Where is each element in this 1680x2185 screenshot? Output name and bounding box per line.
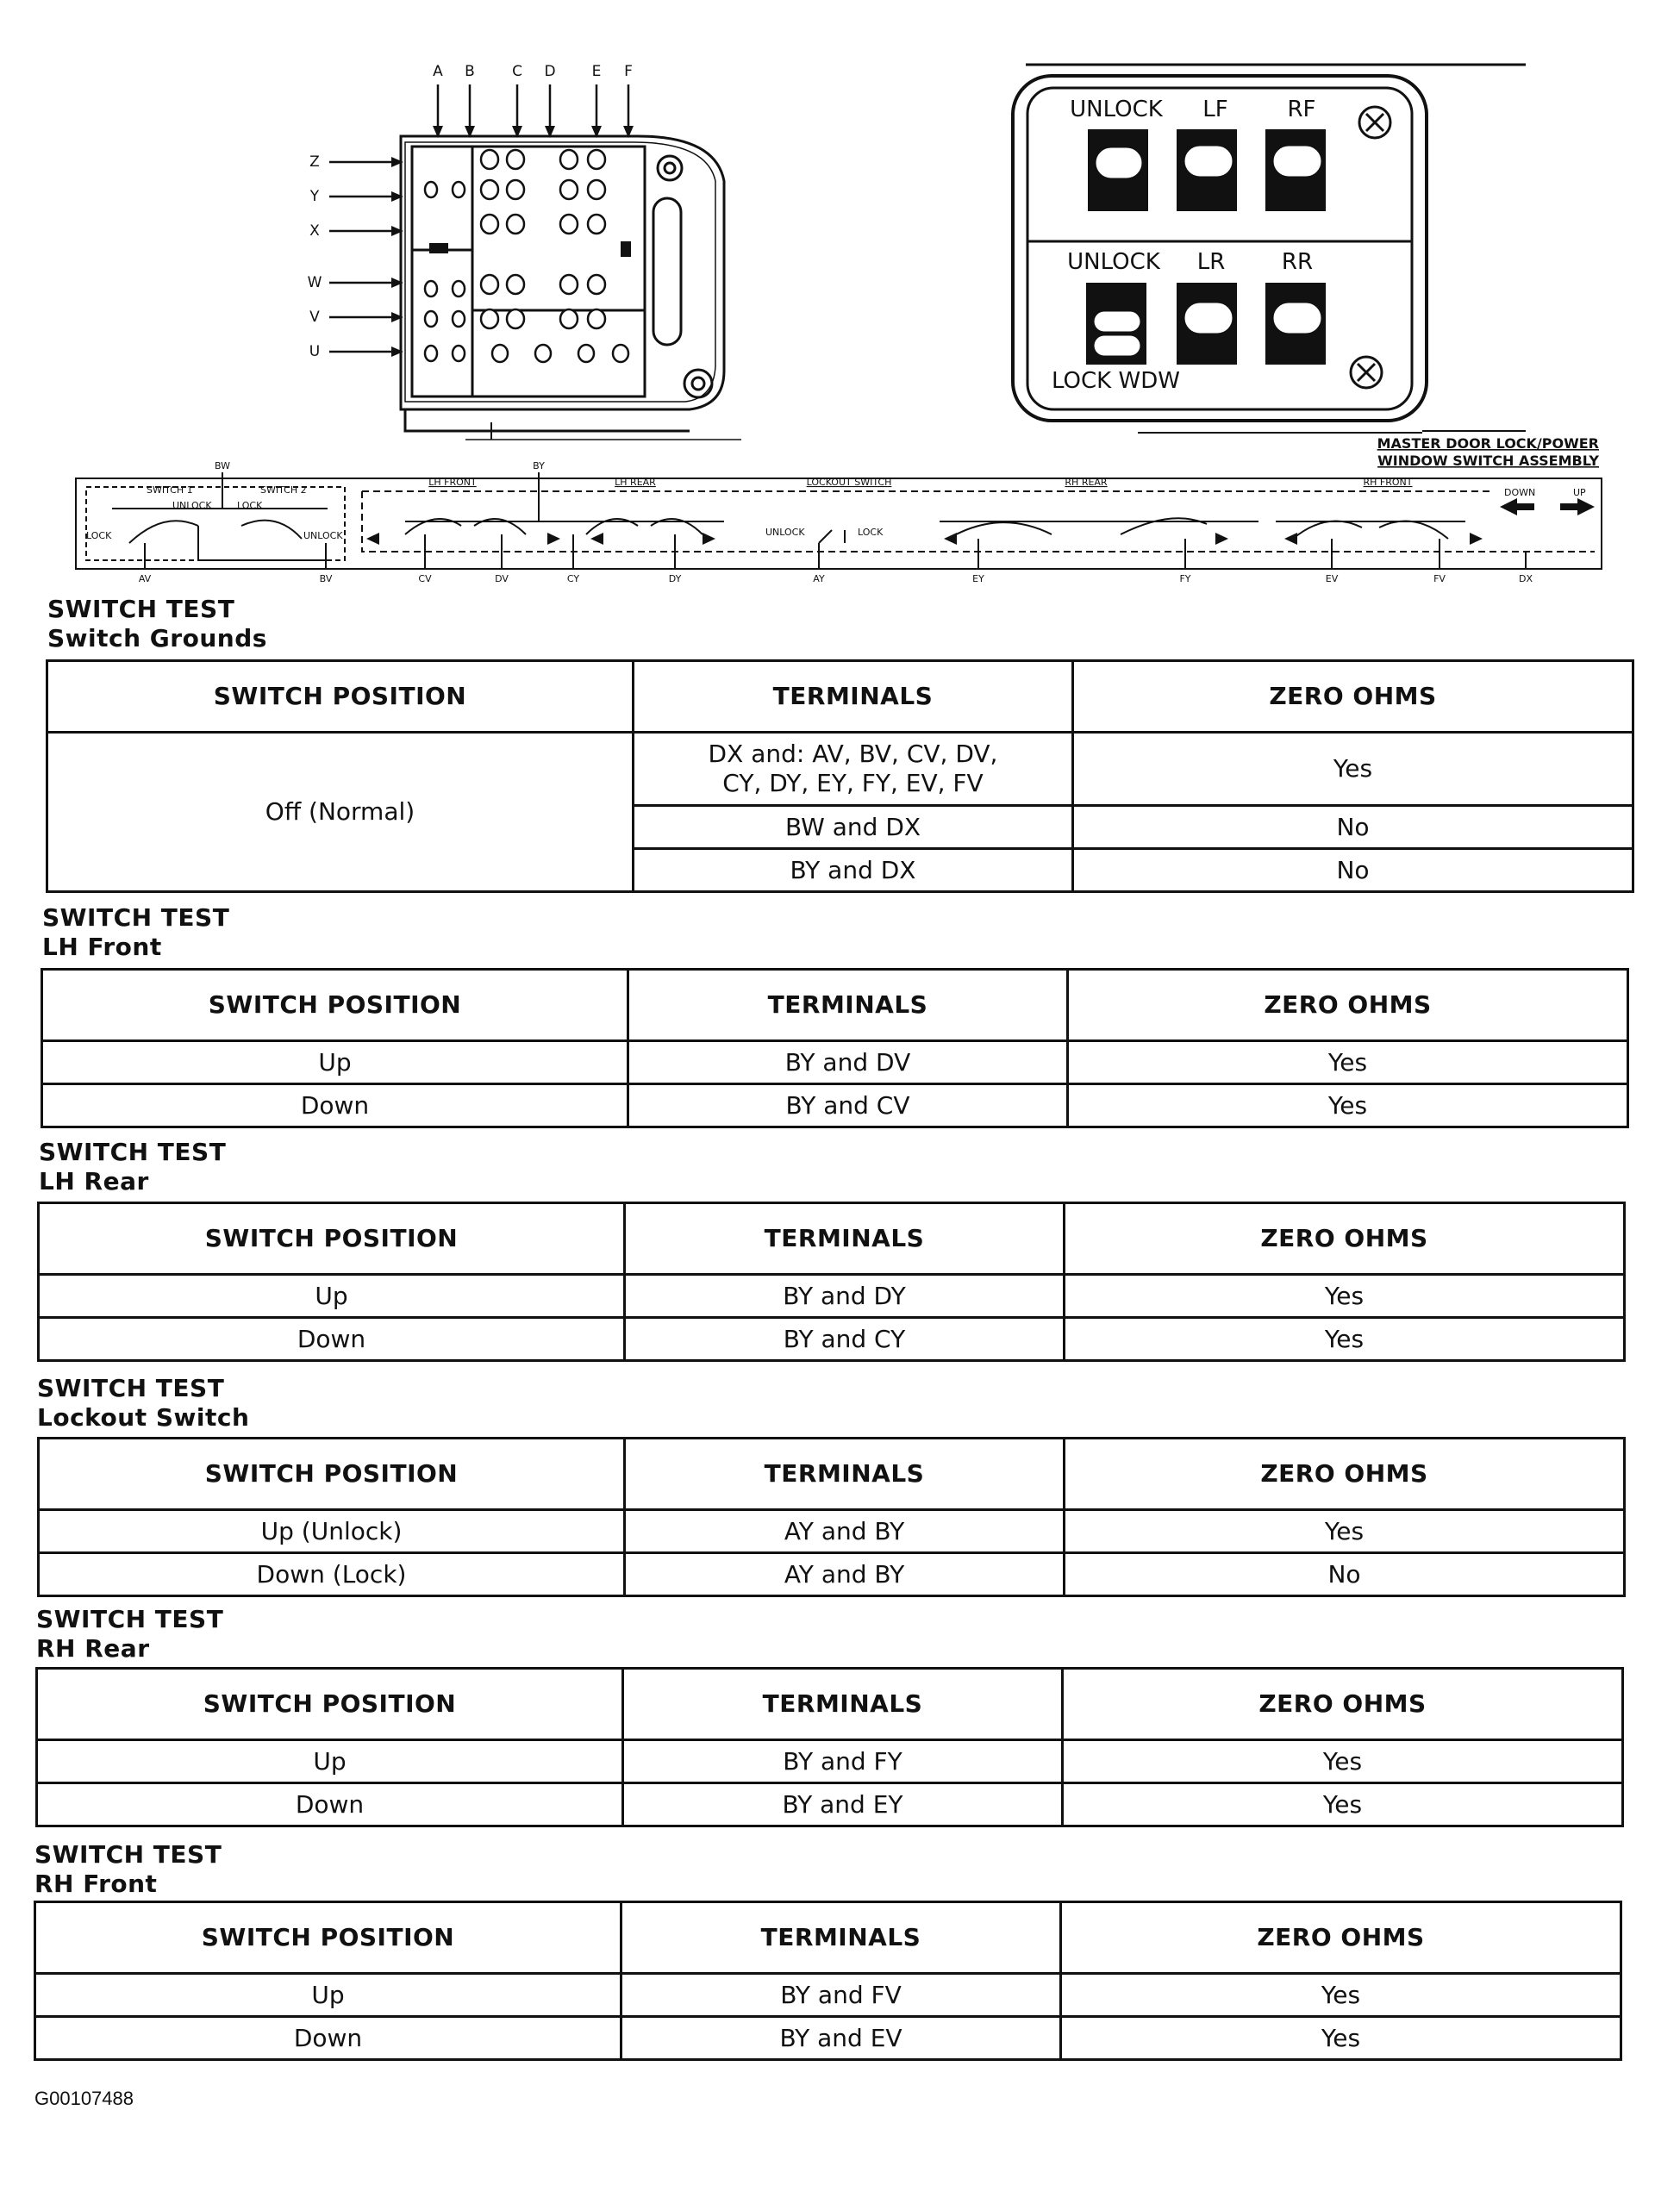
label-bw: BW [214, 460, 231, 471]
cell-terminals: AY and BY [625, 1510, 1065, 1553]
cell-position: Up (Unlock) [39, 1510, 625, 1553]
label-lh-rear: LH REAR [615, 477, 656, 488]
cell-position: Down [42, 1084, 628, 1127]
cell-position: Up [35, 1974, 621, 2017]
cell-terminals-line1: DX and: AV, BV, CV, DV, [708, 740, 998, 768]
header-terminals: TERMINALS [634, 661, 1073, 733]
cell-ohms: Yes [1068, 1041, 1628, 1084]
col-label-f: F [624, 63, 633, 80]
label-rh-front: RH FRONT [1363, 477, 1413, 488]
terminal-dx: DX [1518, 573, 1533, 584]
terminal-fv: FV [1433, 573, 1446, 584]
header-terminals: TERMINALS [625, 1439, 1065, 1510]
cell-position: Down (Lock) [39, 1553, 625, 1596]
cell-terminals: BY and DX [634, 849, 1073, 892]
cell-ohms: Yes [1073, 733, 1633, 806]
cell-position: Down [37, 1783, 623, 1826]
label-lock-lo: LOCK [858, 527, 884, 538]
connector-diagram [293, 60, 741, 457]
section-title: SWITCH TEST [34, 1840, 222, 1869]
section-title-lh-front [42, 903, 229, 962]
col-label-d: D [544, 63, 556, 80]
label-by: BY [533, 460, 545, 471]
terminal-ey: EY [972, 573, 984, 584]
cell-terminals: BW and DX [634, 806, 1073, 849]
terminal-fy: FY [1179, 573, 1191, 584]
cell-ohms: Yes [1068, 1084, 1628, 1127]
label-unlock1: UNLOCK [172, 500, 212, 511]
terminal-cy: CY [566, 573, 580, 584]
row-label-u: U [309, 343, 321, 360]
section-subtitle: Lockout Switch [37, 1403, 250, 1432]
table-lockout-switch [37, 1437, 1626, 1597]
row-label-y: Y [309, 188, 320, 205]
header-terminals: TERMINALS [623, 1669, 1063, 1740]
cell-position: Off (Normal) [47, 733, 634, 892]
cell-terminals: BY and CY [625, 1318, 1065, 1361]
cell-position: Up [37, 1740, 623, 1783]
label-switch1: SWITCH 1 [147, 484, 193, 496]
row-label-x: X [309, 222, 320, 240]
cell-terminals: BY and DV [628, 1041, 1068, 1084]
cell-ohms: Yes [1065, 1510, 1625, 1553]
cell-terminals: BY and CV [628, 1084, 1068, 1127]
cell-terminals: AY and BY [625, 1553, 1065, 1596]
assembly-caption-2: WINDOW SWITCH ASSEMBLY [1377, 453, 1599, 469]
cell-terminals: BY and FY [623, 1740, 1063, 1783]
table-rh-front [34, 1901, 1622, 2061]
header-zero-ohms: ZERO OHMS [1073, 661, 1633, 733]
table-row [39, 1318, 1625, 1361]
table-row [42, 1084, 1628, 1127]
terminal-av: AV [138, 573, 152, 584]
terminal-ev: EV [1325, 573, 1339, 584]
btn-label-lr: LR [1196, 249, 1226, 275]
header-zero-ohms: ZERO OHMS [1065, 1439, 1625, 1510]
header-terminals: TERMINALS [628, 970, 1068, 1041]
rocker-unlock-top [1088, 129, 1148, 211]
section-subtitle: RH Rear [36, 1634, 150, 1663]
terminal-dy: DY [668, 573, 682, 584]
cell-ohms: Yes [1061, 2017, 1621, 2060]
master-switch-panel [1009, 60, 1612, 474]
section-subtitle: RH Front [34, 1870, 158, 1898]
btn-label-unlock-top: UNLOCK [1070, 97, 1163, 122]
cell-ohms: Yes [1063, 1783, 1623, 1826]
section-title-switch-grounds [47, 595, 267, 653]
header-switch-position: SWITCH POSITION [37, 1669, 623, 1740]
section-subtitle: Switch Grounds [47, 624, 267, 652]
label-lh-front: LH FRONT [428, 477, 477, 488]
table-row [37, 1783, 1623, 1826]
terminal-ay: AY [813, 573, 825, 584]
terminal-dv: DV [495, 573, 509, 584]
label-lockout: LOCKOUT SWITCH [806, 477, 892, 488]
figure-code: G00107488 [34, 2088, 134, 2109]
table-lh-front [41, 968, 1629, 1128]
section-subtitle: LH Front [42, 933, 162, 961]
label-down: DOWN [1504, 487, 1536, 498]
label-lock-left: LOCK [86, 530, 112, 541]
header-terminals: TERMINALS [621, 1902, 1061, 1974]
cell-terminals: BY and FV [621, 1974, 1061, 2017]
section-title-lockout-switch [37, 1374, 249, 1433]
cell-terminals: BY and DY [625, 1275, 1065, 1318]
assembly-caption-1: MASTER DOOR LOCK/POWER [1377, 435, 1599, 452]
btn-label-rr: RR [1281, 249, 1314, 275]
cell-position: Down [35, 2017, 621, 2060]
cell-ohms: Yes [1065, 1318, 1625, 1361]
wiring-schematic [69, 457, 1621, 590]
table-switch-grounds [46, 659, 1634, 893]
cell-terminals: BY and EV [621, 2017, 1061, 2060]
table-row [39, 1275, 1625, 1318]
label-rh-rear: RH REAR [1065, 477, 1108, 488]
row-label-z: Z [309, 153, 320, 171]
table-lh-rear [37, 1202, 1626, 1362]
header-switch-position: SWITCH POSITION [35, 1902, 621, 1974]
cell-position: Up [42, 1041, 628, 1084]
table-row [39, 1553, 1625, 1596]
cell-position: Up [39, 1275, 625, 1318]
terminal-bv: BV [319, 573, 333, 584]
btn-label-lf: LF [1202, 97, 1228, 122]
section-subtitle: LH Rear [39, 1167, 149, 1196]
screw-icon [1359, 107, 1390, 138]
terminal-cv: CV [418, 573, 432, 584]
section-title-rh-rear [36, 1605, 223, 1664]
header-zero-ohms: ZERO OHMS [1063, 1669, 1623, 1740]
cell-ohms: Yes [1065, 1275, 1625, 1318]
pin-row-y [425, 180, 605, 199]
header-switch-position: SWITCH POSITION [39, 1203, 625, 1275]
cell-ohms: Yes [1063, 1740, 1623, 1783]
table-rh-rear [35, 1667, 1624, 1827]
cell-ohms: No [1073, 806, 1633, 849]
col-label-c: C [512, 63, 522, 80]
cell-terminals-line2: CY, DY, EY, FY, EV, FV [722, 769, 984, 797]
cell-position: Down [39, 1318, 625, 1361]
cell-terminals [634, 733, 1073, 806]
label-switch2: SWITCH 2 [260, 484, 307, 496]
rocker-rr [1265, 283, 1326, 365]
col-label-e: E [591, 63, 602, 80]
col-label-b: B [465, 63, 475, 80]
cell-terminals: BY and EY [623, 1783, 1063, 1826]
rocker-lf [1177, 129, 1237, 211]
header-terminals: TERMINALS [625, 1203, 1065, 1275]
table-row [47, 733, 1633, 806]
table-row [35, 1974, 1621, 2017]
cell-ohms: Yes [1061, 1974, 1621, 2017]
rocker-lr [1177, 283, 1237, 365]
header-zero-ohms: ZERO OHMS [1061, 1902, 1621, 1974]
table-row [39, 1510, 1625, 1553]
row-label-v: V [309, 309, 320, 326]
rocker-unlock-bottom [1086, 283, 1146, 365]
table-row [37, 1740, 1623, 1783]
section-title: SWITCH TEST [39, 1138, 227, 1166]
header-switch-position: SWITCH POSITION [42, 970, 628, 1041]
table-row [42, 1041, 1628, 1084]
cell-ohms: No [1065, 1553, 1625, 1596]
section-title: SWITCH TEST [42, 903, 230, 932]
section-title: SWITCH TEST [37, 1374, 225, 1402]
header-switch-position: SWITCH POSITION [47, 661, 634, 733]
section-title-lh-rear [39, 1138, 226, 1196]
lock-wdw-label: LOCK WDW [1052, 368, 1180, 394]
rocker-rf [1265, 129, 1326, 211]
table-row [35, 2017, 1621, 2060]
label-lock1: LOCK [237, 500, 263, 511]
section-title-rh-front [34, 1840, 222, 1899]
section-title: SWITCH TEST [36, 1605, 224, 1633]
header-zero-ohms: ZERO OHMS [1065, 1203, 1625, 1275]
label-unlock-lo: UNLOCK [765, 527, 805, 538]
label-unlock2: UNLOCK [303, 530, 343, 541]
header-zero-ohms: ZERO OHMS [1068, 970, 1628, 1041]
section-title: SWITCH TEST [47, 595, 235, 623]
btn-label-rf: RF [1287, 97, 1316, 122]
label-up: UP [1573, 487, 1586, 498]
screw-icon [1351, 357, 1382, 388]
btn-label-unlock-bottom: UNLOCK [1067, 249, 1160, 275]
row-label-w: W [307, 274, 322, 291]
header-switch-position: SWITCH POSITION [39, 1439, 625, 1510]
cell-ohms: No [1073, 849, 1633, 892]
col-label-a: A [433, 63, 443, 80]
